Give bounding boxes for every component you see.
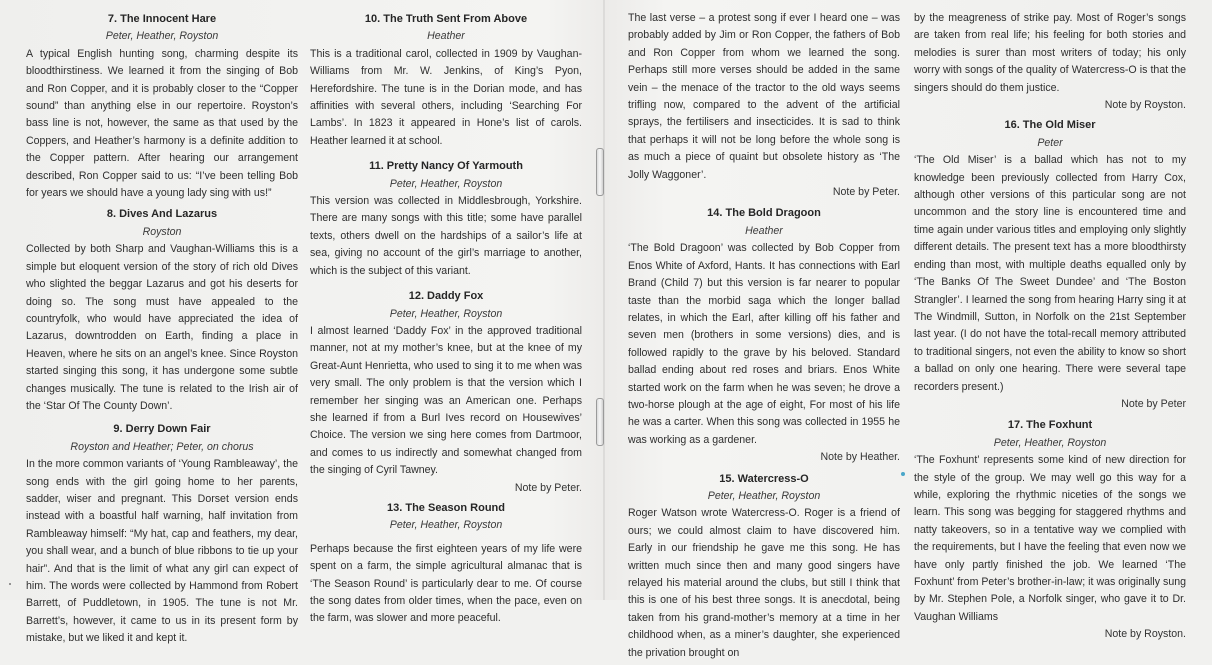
song-8 [26,206,298,415]
song-12 [310,288,582,497]
song-10 [310,11,582,150]
song-16 [914,117,1186,413]
song-notes: A typical English hunting song, charming despite its bloodthirstiness. We learned it from the singing of Bob and Ron Copper, and it is probably closer to the “Copper sound” than anything else in our repertoire. Royston’s bass line is not, however, the same as that used by the Coppers, and Heather’s harmony is a definite addition to the Copper pattern. After hearing our arrangement described, Ron Copper said to us: “I’ve been telling Bob for years we should have a young lady sing with us!” [26,47,298,200]
column-4 [914,10,1186,647]
song-notes: This is a traditional carol, collected in 1909 by Vaughan-Williams from Mr. W. Jenkins, of King’s Pyon, Herefordshire. The tune is in the Dorian mode, and has affinities with several others, including ‘Searching For Lambs’. In 1823 it appeared in Hone’s list of carols. Heather learned it at school. [310,47,582,147]
song-15-continued [914,10,1186,114]
note-signature: Note by Peter. [832,186,900,199]
song-notes: I almost learned ‘Daddy Fox’ in the approved traditional manner, not at my mother’s knee, but at the knee of my Great-Aunt Henrietta, who used to sing it to me when was very small. The only problem is that the version which I remember her singing was an American one. Perhaps she learned if from a Burl Ives record on Housewives’ Choice. The version we sing here comes from Dartmoor, and comes to us indirectly and somewhat changed from the singing of Cyril Tawney. [310,324,582,477]
corner-mark [9,583,11,585]
song-notes: In the more common variants of ‘Young Rambleaway’, the song ends with the girl going home to her parents, sadder, wiser and pregnant. This Dorset version ends instead with a boastful half warning, half invitation from Rambleaway himself: “My hat, cap and feathers, my dear, you shall wear, and a bunch of blue ribbons to tie up your hair”. And that is the limit of what any girl can expect of him. The words were collected by Hammond from Robert Barrett, of Puddletown, in 1905. The tune is not Mr. Barrett’s, however, it came to us in its present form by mistake, but we liked it and kept it. [26,458,298,645]
song-notes: This version was collected in Middlesbrough, Yorkshire. There are many songs with this title; some have parallel texts, others dwell on the hardships of a sailor’s life at sea, giving no account of the girl’s marriage to another, which is the subject of this variant. [310,195,582,277]
song-notes: ‘The Old Miser’ is a ballad which has not to my knowledge been previously collected from Harry Cox, although other versions of this particular song are not uncommon and the story line is encountered time and time again under various titles and employing only slightly different details. The present text has a more bloodthirsty ending than most, with multiple deaths equalled only by ‘The Banks Of The Sweet Dundee’ and ‘The Boston Strangler’. I learned the song from hearing Harry sing it at The Windmill, Sutton, in Norfolk on the 21st September last year. (I do not have the total-recall memory attributed to traditional singers, not even the ability to know so short a ballad on only one hearing. There were several tape recorders present.) [914,154,1186,393]
song-title: 8. Dives And Lazarus [106,208,218,221]
song-title: 7. The Innocent Hare [107,13,217,25]
song-13 [310,500,582,628]
note-signature: Note by Peter. [514,481,582,494]
song-notes: by the meagreness of strike pay. Most of Roger’s songs are taken from real life; his feeling for both stories and melodies is surer than most writers of today; his only worry with songs of the quality of Watercress-O is that the singers should do them justice. [914,12,1186,94]
column-2 [310,10,582,631]
song-15 [628,471,900,662]
staple-bottom [596,398,604,446]
song-performers: Peter [1037,136,1063,149]
song-performers: Peter, Heather, Royston [105,30,219,43]
song-performers: Royston [142,225,182,238]
song-performers: Peter, Heather, Royston [389,307,503,320]
song-title: 10. The Truth Sent From Above [364,13,528,25]
song-14 [628,205,900,466]
song-performers: Peter, Heather, Royston [707,489,821,502]
note-signature: Note by Heather. [820,451,900,464]
song-title: 12. Daddy Fox [408,290,484,303]
song-performers: Heather [427,30,465,43]
column-1 [26,10,298,651]
song-notes: Roger Watson wrote Watercress-O. Roger is a friend of ours; we could almost claim to have discovered him. Early in our friendship he gave me this song. He has written much since then and many good singers have relayed his material around the clubs, but still I think that this is one of his best three songs. It is anecdotal, being taken from his grand-mother’s memory at a time in her childhood when, as a miner’s daughter, she experienced the privation brought on [628,507,900,659]
song-performers: Peter, Heather, Royston [389,519,503,532]
song-title: 9. Derry Down Fair [113,423,211,436]
song-performers: Peter, Heather, Royston [993,436,1107,449]
song-title: 16. The Old Miser [1004,119,1096,132]
note-signature: Note by Peter [1121,397,1186,410]
song-17 [914,417,1186,643]
staple-top [596,148,604,196]
song-title: 17. The Foxhunt [1007,419,1093,432]
blue-dot-mark [901,472,905,476]
song-13-continued [628,10,900,201]
song-11 [310,158,582,280]
column-3 [628,10,900,665]
song-title: 13. The Season Round [387,501,505,514]
page-fold [603,0,605,600]
song-7 [26,11,298,202]
song-title: 11. Pretty Nancy Of Yarmouth [369,160,523,173]
song-9 [26,421,298,647]
song-notes: Collected by both Sharp and Vaughan-Williams this is a simple but eloquent version of the story of rich old Dives who slighted the beggar Lazarus and got his deserts for doing so. The song must have appealed to the countryfolk, who would have appreciated the idea of Lazarus, downtrodden on Earth, finding a place in Heaven, where he sits on an angel’s knee. Since Royston started singing this song, it has undergone some subtle changes musically. The tune is related to the Irish air of the ‘Star Of The County Down’. [26,243,298,412]
song-notes: The last verse – a protest song if ever I heard one – was probably added by Jim or Ron Copper, the fathers of Bob and Ron Copper from whom we learned the song. Perhaps still more verses should be added in the same vein – the menace of the tractor to the old ways seems trifling now, compared to the advent of the artificial sprays, the fertilisers and insecticides. It is sad to think that perhaps it will not be long before the whole song is as much a piece of quaint but obsolete history as ‘The Jolly Waggoner’. [628,12,900,181]
song-notes: ‘The Bold Dragoon’ was collected by Bob Copper from Enos White of Axford, Hants. It has connections with Earl Brand (Child 7) but this version is far nearer to popular taste than the morbid saga which the longer ballad relates, in which the Earl, after killing off his father and seven men (brothers in some versions) dies, and is followed rapidly to the grave by his beloved. Standard ballad ending about red roses and briars. Enos White started work on the farm when he was seven; he drove a two-horse plough at the age of eight, For most of his life he was a carter. When this song was collected in 1955 he was working as a gardener. [628,242,900,446]
song-title: 15. Watercress-O [719,472,809,485]
song-performers: Peter, Heather, Royston [389,177,503,190]
song-performers: Royston and Heather; Peter, on chorus [70,440,254,453]
note-signature: Note by Royston. [1104,628,1186,641]
song-title: 14. The Bold Dragoon [707,207,821,220]
song-notes: Perhaps because the first eighteen years of my life were spent on a farm, the simple agricultural almanac that is ‘The Season Round’ is particularly dear to me. Of course the song dates from older times, when the pace, even on the farm, was slower and more peaceful. [310,542,582,625]
song-performers: Heather [745,224,783,237]
note-signature: Note by Royston. [1104,99,1186,112]
song-notes: ‘The Foxhunt’ represents some kind of new direction for the style of the group. We may well go this way for a while, exploring the rhythmic niceties of the songs we learn. This song was begging for staggered rhythms and natty takeovers, so in a tentative way we complied with the requirements, but I have the feeling that even now we have only partly finished the job. We learned ‘The Foxhunt’ from Peter’s brother-in-law; it was originally sung by Mr. Stephen Pole, a Norfolk singer, who gave it to Dr. Vaughan Williams [914,454,1186,623]
